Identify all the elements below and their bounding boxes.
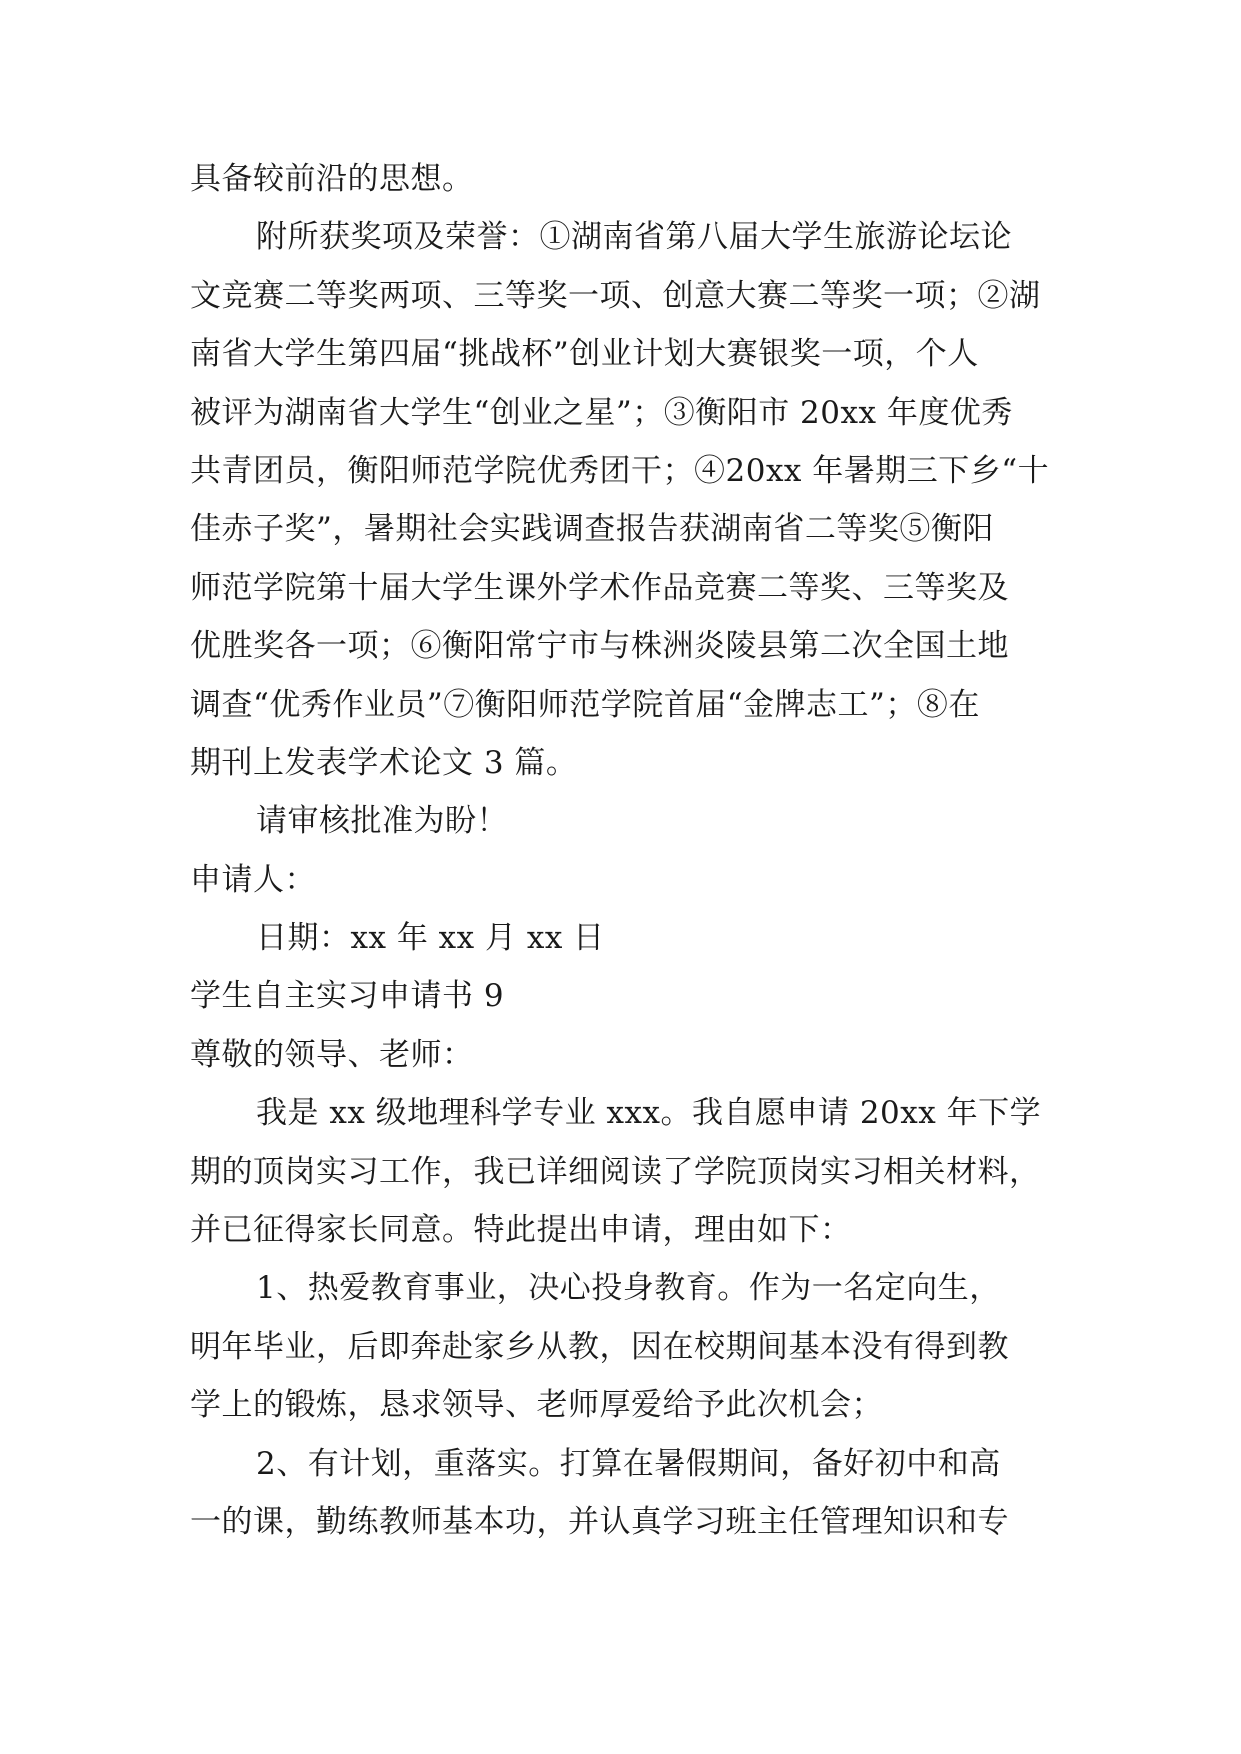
- text-line: 学生自主实习申请书 9: [190, 978, 505, 1015]
- text-line: 南省大学生第四届“挑战杯”创业计划大赛银奖一项，个人: [190, 336, 979, 373]
- text-line: 文竞赛二等奖两项、三等奖一项、创意大赛二等奖一项；②湖: [190, 277, 1041, 314]
- text-line: 请审核批准为盼！: [256, 803, 508, 840]
- text-line: 佳赤子奖”，暑期社会实践调查报告获湖南省二等奖⑤衡阳: [190, 511, 994, 548]
- text-line: 2、有计划，重落实。打算在暑假期间，备好初中和高: [256, 1445, 1001, 1482]
- text-line: 尊敬的领导、老师：: [190, 1036, 474, 1073]
- text-line: 明年毕业，后即奔赴家乡从教，因在校期间基本没有得到教: [190, 1328, 1009, 1365]
- text-line: 一的课，勤练教师基本功，并认真学习班主任管理知识和专: [190, 1503, 1009, 1540]
- text-line: 我是 xx 级地理科学专业 xxx。我自愿申请 20xx 年下学: [256, 1095, 1042, 1132]
- text-line: 具备较前沿的思想。: [190, 161, 474, 197]
- text-line: 师范学院第十届大学生课外学术作品竞赛二等奖、三等奖及: [190, 569, 1009, 606]
- text-line: 共青团员，衡阳师范学院优秀团干；④20xx 年暑期三下乡“十: [190, 452, 1050, 489]
- document-page: [190, 150, 1050, 1551]
- text-line: 优胜奖各一项；⑥衡阳常宁市与株洲炎陵县第二次全国土地: [190, 628, 1009, 665]
- text-line: 期的顶岗实习工作，我已详细阅读了学院顶岗实习相关材料，: [190, 1153, 1041, 1190]
- text-line: 并已征得家长同意。特此提出申请，理由如下：: [190, 1212, 852, 1249]
- text-line: 调查“优秀作业员”⑦衡阳师范学院首届“金牌志工”；⑧在: [190, 686, 980, 723]
- text-line: 附所获奖项及荣誉：①湖南省第八届大学生旅游论坛论: [256, 219, 1012, 256]
- text-line: 日期：xx 年 xx 月 xx 日: [256, 920, 605, 957]
- text-line: 期刊上发表学术论文 3 篇。: [190, 744, 578, 781]
- text-line: 申请人：: [190, 861, 316, 898]
- text-line: 学上的锻炼，恳求领导、老师厚爱给予此次机会；: [190, 1387, 883, 1424]
- text-line: 被评为湖南省大学生“创业之星”；③衡阳市 20xx 年度优秀: [190, 394, 1013, 431]
- text-line: 1、热爱教育事业，决心投身教育。作为一名定向生，: [256, 1270, 1001, 1307]
